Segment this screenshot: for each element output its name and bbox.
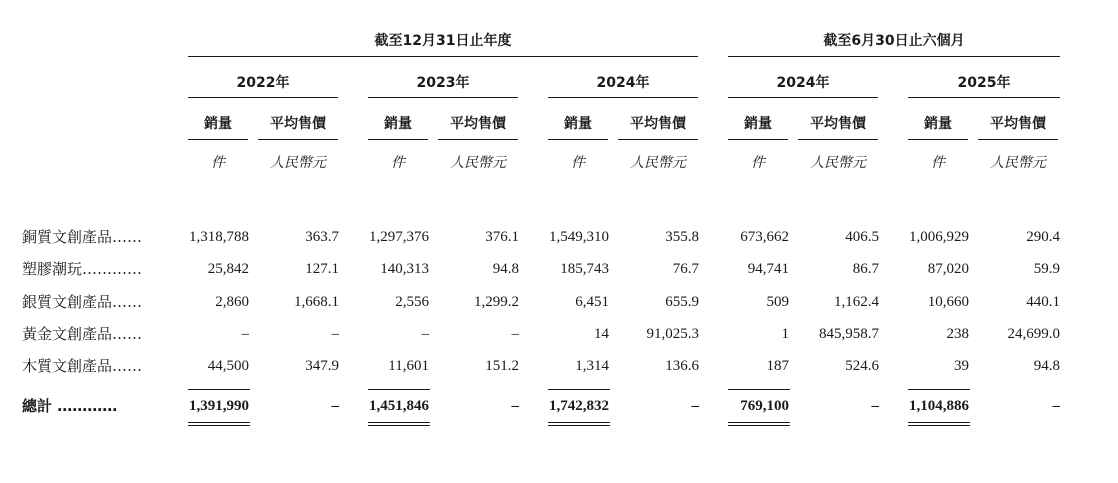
column-header-rule [548, 139, 608, 140]
table-cell: 11,601 [388, 358, 429, 374]
total-cell: 1,391,990 [189, 398, 249, 414]
table-cell: 509 [766, 294, 789, 310]
table-cell: 1,297,376 [369, 229, 429, 245]
table-cell: 14 [594, 326, 609, 342]
table-cell: 1,318,788 [189, 229, 249, 245]
total-double-rule [908, 425, 970, 426]
table-cell: 655.9 [665, 294, 699, 310]
table-cell: 86.7 [852, 261, 879, 277]
unit-pieces: 件 [571, 155, 585, 171]
total-cell: – [331, 398, 339, 414]
row-label: 銅質文創產品…… [22, 228, 143, 246]
table-cell: 1,006,929 [909, 229, 969, 245]
subtotal-rule [728, 389, 790, 390]
total-cell: – [511, 398, 519, 414]
table-cell: – [421, 326, 429, 342]
column-header-volume: 銷量 [924, 116, 952, 132]
subtotal-rule [368, 389, 430, 390]
year-rule [548, 97, 698, 98]
table-cell: 347.9 [305, 358, 339, 374]
table-cell: 1 [781, 326, 789, 342]
unit-rmb: 人民幣元 [990, 155, 1046, 171]
unit-rmb: 人民幣元 [270, 155, 326, 171]
total-label: 總計 ………… [22, 397, 118, 415]
column-header-rule [728, 139, 788, 140]
table-cell: 94.8 [492, 261, 519, 277]
table-cell: – [331, 326, 339, 342]
table-cell: 1,668.1 [294, 294, 339, 310]
unit-pieces: 件 [211, 155, 225, 171]
year-header-2025-h1: 2025年 [957, 75, 1011, 91]
unit-rmb: 人民幣元 [810, 155, 866, 171]
year-header-2024: 2024年 [596, 75, 650, 91]
year-header-2022: 2022年 [236, 75, 290, 91]
total-cell: 1,451,846 [369, 398, 429, 414]
row-label: 黃金文創產品…… [22, 325, 143, 343]
group-rule-annual [188, 56, 698, 57]
row-label: 塑膠潮玩………… [22, 260, 143, 278]
year-rule [908, 97, 1060, 98]
unit-pieces: 件 [931, 155, 945, 171]
total-double-rule [728, 425, 790, 426]
table-cell: – [511, 326, 519, 342]
total-double-rule [368, 425, 430, 426]
total-double-rule [908, 422, 970, 423]
total-cell: – [871, 398, 879, 414]
column-header-volume: 銷量 [384, 116, 412, 132]
table-cell: 76.7 [672, 261, 699, 277]
table-cell: – [241, 326, 249, 342]
column-header-avg-price: 平均售價 [270, 116, 326, 132]
subtotal-rule [908, 389, 970, 390]
table-cell: 1,162.4 [834, 294, 879, 310]
table-cell: 187 [766, 358, 789, 374]
total-double-rule [188, 425, 250, 426]
table-cell: 25,842 [207, 261, 249, 277]
total-double-rule [368, 422, 430, 423]
group-header-six-months: 截至6月30日止六個月 [823, 33, 965, 49]
table-cell: 151.2 [485, 358, 519, 374]
table-cell: 6,451 [575, 294, 609, 310]
column-header-avg-price: 平均售價 [630, 116, 686, 132]
total-double-rule [188, 422, 250, 423]
table-cell: 39 [954, 358, 969, 374]
table-cell: 238 [946, 326, 969, 342]
unit-rmb: 人民幣元 [450, 155, 506, 171]
table-cell: 185,743 [560, 261, 609, 277]
column-header-avg-price: 平均售價 [990, 116, 1046, 132]
unit-pieces: 件 [391, 155, 405, 171]
table-cell: 94,741 [747, 261, 789, 277]
subtotal-rule [188, 389, 250, 390]
table-cell: 87,020 [927, 261, 969, 277]
total-cell: 1,104,886 [909, 398, 969, 414]
table-cell: 136.6 [665, 358, 699, 374]
table-cell: 440.1 [1026, 294, 1060, 310]
column-header-rule [798, 139, 878, 140]
table-cell: 127.1 [305, 261, 339, 277]
table-cell: 91,025.3 [646, 326, 699, 342]
group-header-annual: 截至12月31日止年度 [374, 33, 512, 49]
column-header-rule [368, 139, 428, 140]
table-cell: 2,860 [215, 294, 249, 310]
row-label: 銀質文創產品…… [22, 293, 143, 311]
table-cell: 355.8 [665, 229, 699, 245]
table-cell: 59.9 [1033, 261, 1060, 277]
year-header-2024-h1: 2024年 [776, 75, 830, 91]
table-cell: 1,314 [575, 358, 609, 374]
table-cell: 406.5 [845, 229, 879, 245]
table-cell: 10,660 [927, 294, 969, 310]
table-cell: 94.8 [1033, 358, 1060, 374]
unit-pieces: 件 [751, 155, 765, 171]
table-cell: 524.6 [845, 358, 879, 374]
table-cell: 1,299.2 [474, 294, 519, 310]
row-label: 木質文創產品…… [22, 357, 143, 375]
table-cell: 290.4 [1026, 229, 1060, 245]
year-header-2023: 2023年 [416, 75, 470, 91]
year-rule [188, 97, 338, 98]
table-cell: 1,549,310 [549, 229, 609, 245]
column-header-rule [258, 139, 338, 140]
column-header-volume: 銷量 [744, 116, 772, 132]
total-cell: – [691, 398, 699, 414]
table-cell: 376.1 [485, 229, 519, 245]
total-double-rule [548, 422, 610, 423]
table-cell: 845,958.7 [819, 326, 879, 342]
column-header-avg-price: 平均售價 [450, 116, 506, 132]
column-header-rule [978, 139, 1058, 140]
column-header-rule [188, 139, 248, 140]
year-rule [728, 97, 878, 98]
table-cell: 363.7 [305, 229, 339, 245]
table-cell: 140,313 [380, 261, 429, 277]
column-header-volume: 銷量 [564, 116, 592, 132]
total-cell: – [1052, 398, 1060, 414]
subtotal-rule [548, 389, 610, 390]
total-cell: 769,100 [740, 398, 789, 414]
unit-rmb: 人民幣元 [630, 155, 686, 171]
table-cell: 44,500 [207, 358, 249, 374]
column-header-rule [438, 139, 518, 140]
total-double-rule [728, 422, 790, 423]
column-header-volume: 銷量 [204, 116, 232, 132]
column-header-rule [618, 139, 698, 140]
group-rule-six-months [728, 56, 1060, 57]
column-header-avg-price: 平均售價 [810, 116, 866, 132]
column-header-rule [908, 139, 968, 140]
table-cell: 673,662 [740, 229, 789, 245]
total-cell: 1,742,832 [549, 398, 609, 414]
total-double-rule [548, 425, 610, 426]
table-cell: 24,699.0 [1007, 326, 1060, 342]
year-rule [368, 97, 518, 98]
table-cell: 2,556 [395, 294, 429, 310]
